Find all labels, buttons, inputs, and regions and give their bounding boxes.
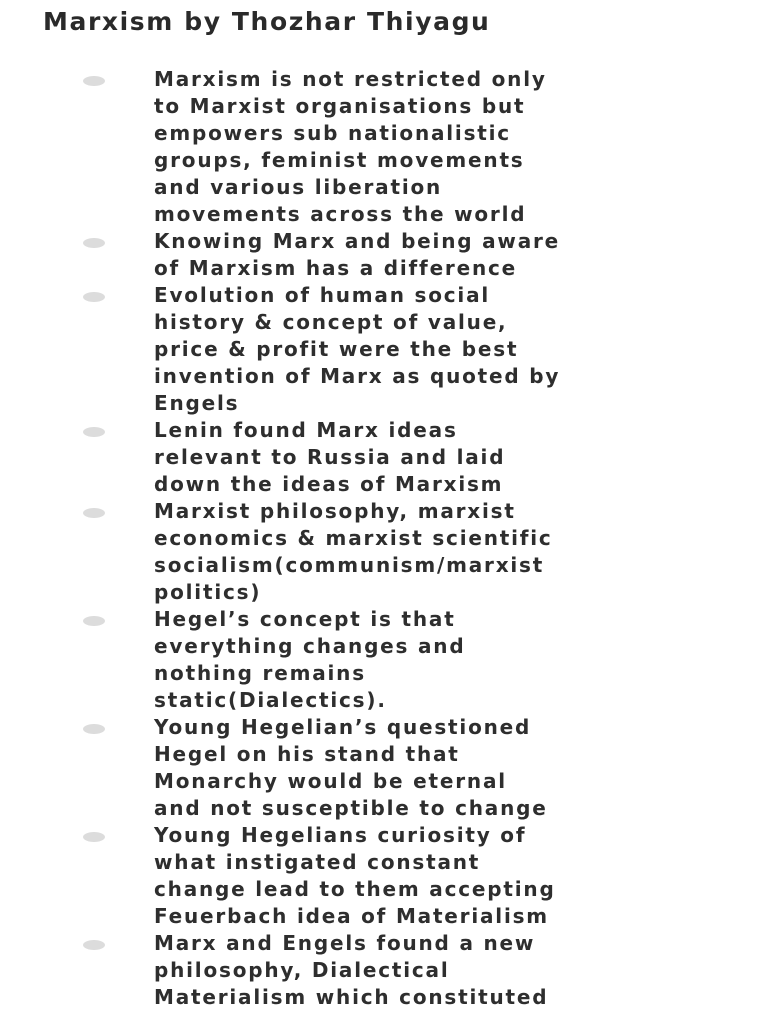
list-item-text: Marxism is not restricted only to Marxist organisations but empowers sub nationalistic groups, feminist movements and various liberation movements across the world bbox=[154, 67, 547, 226]
page-title: Marxism by Thozhar Thiyagu bbox=[43, 7, 491, 36]
list-item-text: Lenin found Marx ideas relevant to Russia and laid down the ideas of Marxism bbox=[154, 418, 506, 496]
bullet-icon bbox=[83, 427, 105, 437]
bullet-icon bbox=[83, 832, 105, 842]
bullet-icon bbox=[83, 940, 105, 950]
bullet-icon bbox=[83, 238, 105, 248]
list-item-text: Young Hegelian’s questioned Hegel on his stand that Monarchy would be eternal and not susceptible to change bbox=[154, 715, 548, 820]
bullet-icon bbox=[83, 292, 105, 302]
list-item bbox=[0, 930, 734, 1011]
list-item bbox=[0, 228, 734, 282]
bullet-icon bbox=[83, 616, 105, 626]
list-item bbox=[0, 66, 734, 228]
bullet-icon bbox=[83, 76, 105, 86]
list-item-text: Young Hegelians curiosity of what instigated constant change lead to them accepting Feuerbach idea of Materialism bbox=[154, 823, 556, 928]
bullet-icon bbox=[83, 508, 105, 518]
list-item bbox=[0, 282, 734, 417]
list-item bbox=[0, 606, 734, 714]
list-item-text: Evolution of human social history & concept of value, price & profit were the best invention of Marx as quoted by Engels bbox=[154, 283, 561, 415]
bullet-list bbox=[0, 66, 768, 1011]
list-item bbox=[0, 417, 734, 498]
list-item-text: Hegel’s concept is that everything changes and nothing remains static(Dialectics). bbox=[154, 607, 466, 712]
list-item bbox=[0, 498, 734, 606]
list-item bbox=[0, 714, 734, 822]
list-item-text: Knowing Marx and being aware of Marxism has a difference bbox=[154, 229, 561, 280]
list-item-text: Marxist philosophy, marxist economics & marxist scientific socialism(communism/marxist politics) bbox=[154, 499, 553, 604]
list-item-text: Marx and Engels found a new philosophy, Dialectical Materialism which constituted bbox=[154, 931, 549, 1009]
bullet-icon bbox=[83, 724, 105, 734]
list-item bbox=[0, 822, 734, 930]
